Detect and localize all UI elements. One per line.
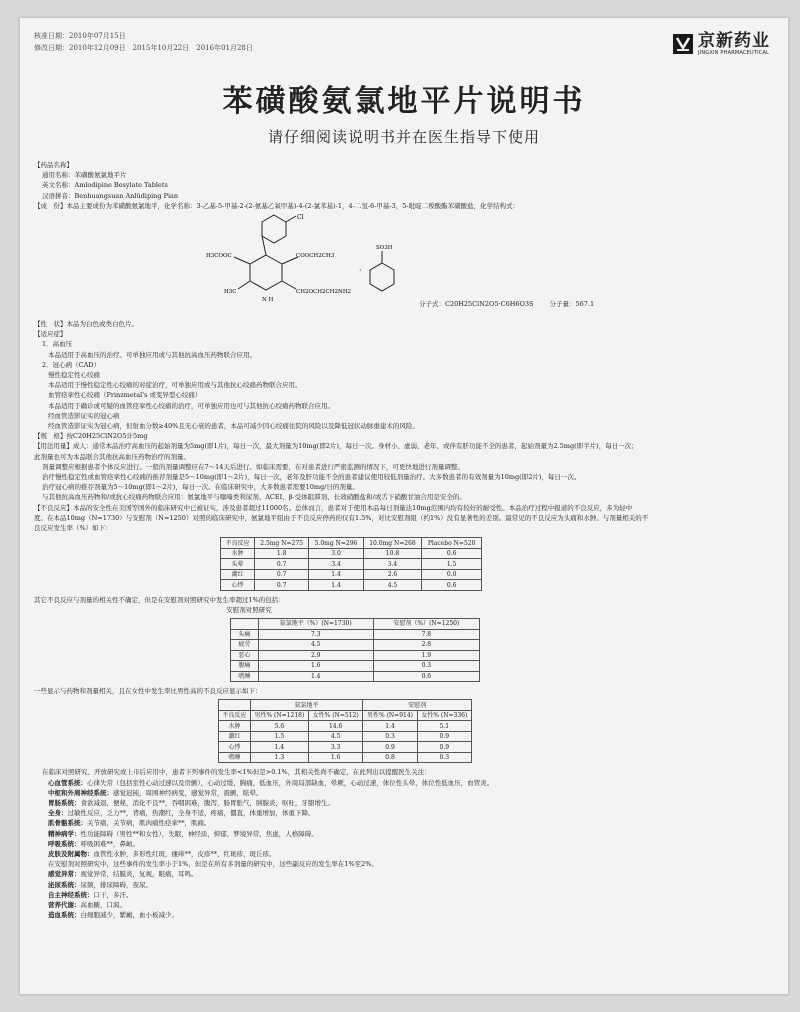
table-cell: 3.4 bbox=[363, 559, 422, 570]
table-cell: 心悸 bbox=[219, 742, 251, 753]
brand bbox=[673, 32, 770, 56]
composition-text: 【成 份】本品主要成份为苯磺酸氨氯地平，化学名称：3-乙基-5-甲基-2-(2-氨基乙氧甲基)-4-(2-氯苯基)-1，4-二氢-6-甲基-3，5-吡啶二羧酸酯苯磺酸盐，化学结构式： bbox=[34, 201, 520, 210]
side-chain-label: CH2OCH2CH2NH2 bbox=[296, 289, 352, 296]
table-cell: 2.9 bbox=[258, 650, 373, 661]
system-label: 精神病学： bbox=[48, 829, 81, 838]
system-text: 在安慰剂对照研究中，这些事件的发生率小于1%，但是在所有多剂量的研究中，这些副反应的发生率在1%至2%。 bbox=[48, 860, 378, 869]
system-label: 胃肠系统： bbox=[48, 799, 81, 807]
table-cell: 恶心 bbox=[231, 650, 259, 661]
chemical-structure-diagram bbox=[204, 211, 584, 311]
table-cell: 2.6 bbox=[363, 569, 422, 580]
table-cell: 水肿 bbox=[219, 721, 251, 732]
adverse-text: 良反应发生率（%）如下： bbox=[34, 524, 112, 533]
indication-text: 本品适用于高血压的治疗。可单独应用或与其他抗高血压药物联合应用。 bbox=[48, 350, 256, 359]
brand-name-en: JINGXIN PHARMACEUTICAL bbox=[698, 50, 770, 56]
system-text: 关节痛，关节病，肌肉痛性痉挛**，肌痛。 bbox=[87, 819, 211, 828]
instruction-sheet bbox=[20, 18, 788, 994]
system-item bbox=[34, 849, 774, 859]
table-header-cell: Placebo N=520 bbox=[422, 538, 482, 549]
table-cell: 潮红 bbox=[219, 731, 251, 742]
table-row bbox=[231, 629, 480, 640]
dosage-text: 【用法用量】成人：通常本品治疗高血压的起始剂量为5mg(即1片)，每日一次，最大剂量为10mg(即2片)，每日一次。身材小、虚弱、老年、或伴有肝功能不全的患者，起始剂量为2.5mg(即半片)，每日一次； bbox=[34, 442, 638, 451]
table-cell: 0.7 bbox=[254, 559, 308, 570]
system-item bbox=[34, 900, 774, 910]
table-cell: 1.5 bbox=[422, 559, 482, 570]
drug-name-heading: 【药品名称】 bbox=[34, 161, 73, 169]
table-header-cell: 安慰剂（%）(N=1250) bbox=[373, 619, 479, 630]
table-header-cell: 女性% (N=336) bbox=[417, 710, 471, 721]
table-cell: 3.0 bbox=[309, 548, 363, 559]
system-label: 泌尿系统： bbox=[48, 880, 81, 889]
spec-text: 【规 格】按C20H25ClN2O5计5mg bbox=[34, 432, 148, 441]
table-cell: 3.4 bbox=[309, 559, 363, 570]
table-row bbox=[221, 569, 482, 580]
table-cell: 嗜睡 bbox=[231, 671, 259, 682]
approval-date: 核准日期：2010年07月15日 bbox=[34, 32, 126, 40]
english-name: 英文名称：Amlodipine Besylate Tablets bbox=[42, 181, 168, 190]
system-text: 尿频，排尿障碍，夜尿。 bbox=[80, 880, 152, 889]
table-cell: 0.7 bbox=[254, 569, 308, 580]
other-events-intro: 在临床对照研究、开放研究或上市后应用中，患者下列事件的发生率<1%但是>0.1%，其相关性尚不确定，在此列出以提醒医生关注： bbox=[42, 768, 431, 777]
character-text: 【性 状】本品为白色或类白色片。 bbox=[34, 320, 138, 329]
indication-cad: 2．冠心病（CAD） bbox=[42, 360, 101, 369]
table-cell: 1.5 bbox=[250, 731, 308, 742]
molecular-formula: 分子式：C20H25ClN2O5·C6H6O3S bbox=[419, 300, 534, 309]
dosage-text: 与其他抗高血压药物和/或抗心绞痛药物联合应用：氨氯地平与噻嗪类利尿剂、ACEI、β-受体阻滞剂、长效硝酸盐和/或舌下硝酸甘油合用是安全的。 bbox=[42, 493, 466, 502]
placebo-controlled-table bbox=[230, 618, 480, 682]
table-header-cell: 10.0mg N=268 bbox=[363, 538, 422, 549]
system-label: 感觉异常： bbox=[48, 870, 81, 879]
pinyin-name: 汉语拼音：Benhuangsuan Anlüdiping Pian bbox=[42, 191, 179, 200]
system-item bbox=[34, 890, 774, 900]
system-text: 过敏性反应，乏力**，背痛，热潮红，全身不适，疼痛，僵直，体重增加，体重下降。 bbox=[67, 809, 315, 818]
system-list bbox=[34, 778, 774, 921]
table2-intro: 其它不良反应与剂量的相关性不确定，但是在安慰剂对照研究中发生率超过1%的包括： bbox=[34, 595, 285, 604]
table-cell: 0.3 bbox=[363, 731, 417, 742]
indication-subheading: 经血管造影证实的冠心病 bbox=[48, 411, 120, 420]
table-cell: 1.6 bbox=[258, 661, 373, 672]
brand-name-cn: 京新药业 bbox=[698, 31, 770, 51]
table-header-cell: 氨氯地平（%）(N=1730) bbox=[258, 619, 373, 630]
dose-adverse-table bbox=[220, 537, 482, 591]
table-cell: 3.3 bbox=[309, 742, 363, 753]
table-cell: 1.4 bbox=[258, 671, 373, 682]
table-cell: 0.9 bbox=[363, 742, 417, 753]
document-body bbox=[34, 160, 774, 920]
table-header-cell: 5.0mg N=296 bbox=[309, 538, 363, 549]
system-label: 皮肤及附属物： bbox=[48, 850, 94, 859]
table-cell: 1.8 bbox=[254, 548, 308, 559]
system-item bbox=[34, 818, 774, 828]
system-item bbox=[34, 869, 774, 879]
table-cell: 1.4 bbox=[309, 569, 363, 580]
system-text: 性功能障碍（男性**和女性），失眠，神经质，抑郁，梦境异常，焦虑，人格障碍。 bbox=[80, 829, 318, 838]
table-header-row bbox=[221, 538, 482, 549]
table-cell: 0.6 bbox=[422, 548, 482, 559]
group-placebo: 安慰剂 bbox=[363, 700, 472, 711]
table-cell: 头痛 bbox=[231, 629, 259, 640]
system-item bbox=[34, 808, 774, 818]
system-text: 血管性水肿，多形性红斑，瘙痒**，皮疹**，红斑疹，斑丘疹。 bbox=[93, 850, 276, 859]
table-row bbox=[219, 721, 472, 732]
system-text: 口干，多汗。 bbox=[93, 890, 133, 899]
table-header-cell: 2.5mg N=275 bbox=[254, 538, 308, 549]
system-label: 营养代谢： bbox=[48, 901, 81, 910]
system-text: 视觉异常，结膜炎，复视，眼痛，耳鸣。 bbox=[80, 870, 198, 879]
dosage-text: 治疗冠心病的推荐剂量为5～10mg(即1～2片)，每日一次。在临床研究中，大多数患者需要10mg/日的剂量。 bbox=[42, 483, 359, 492]
table-cell: 潮红 bbox=[221, 569, 255, 580]
table-cell: 0.6 bbox=[373, 671, 479, 682]
system-text: 呼吸困难**，鼻衄。 bbox=[80, 839, 139, 848]
formula-line bbox=[419, 299, 608, 309]
system-label: 自主神经系统： bbox=[48, 890, 94, 899]
group-amlodipine: 氨氯地平 bbox=[250, 700, 363, 711]
system-label: 中枢和外周神经系统： bbox=[48, 788, 113, 797]
structure-area bbox=[34, 211, 774, 319]
system-text: 白细胞减少，紫癜，血小板减少。 bbox=[80, 911, 178, 920]
table-row bbox=[231, 640, 480, 651]
table-row bbox=[219, 731, 472, 742]
system-label: 心血管系统： bbox=[48, 778, 87, 787]
indication-subheading: 慢性稳定性心绞痛 bbox=[48, 371, 100, 380]
indication-text: 本品适用于慢性稳定性心绞痛的对症治疗，可单独应用或与其他抗心绞痛药物联合应用。 bbox=[48, 381, 302, 390]
table-cell: 1.3 bbox=[250, 752, 308, 763]
table-header-row bbox=[231, 619, 480, 630]
table-cell: 5.6 bbox=[250, 721, 308, 732]
date-block bbox=[34, 30, 253, 54]
table-cell: 1.9 bbox=[373, 650, 479, 661]
molecular-weight: 分子量：567.1 bbox=[549, 300, 595, 309]
table-header-cell: 男性% (N=1218) bbox=[250, 710, 308, 721]
table-cell: 2.8 bbox=[373, 640, 479, 651]
table-row bbox=[221, 548, 482, 559]
chlorine-label: Cl bbox=[297, 214, 304, 222]
table-cell: 0.3 bbox=[417, 752, 471, 763]
table-header-cell: 不良反应 bbox=[221, 538, 255, 549]
table-row bbox=[221, 559, 482, 570]
system-text: 高血糖，口渴。 bbox=[80, 901, 126, 910]
system-text: 感觉迟钝，周围神经病变，感觉异常，震颤，眩晕。 bbox=[113, 788, 263, 797]
table-cell: 0.7 bbox=[254, 580, 308, 591]
table-row bbox=[221, 580, 482, 591]
indication-subheading: 血管痉挛性心绞痛（Prinzmetal's 或变异型心绞痛） bbox=[48, 391, 202, 400]
brand-logo-icon bbox=[673, 34, 693, 54]
document-subtitle: 请仔细阅读说明书并在医生指导下使用 bbox=[267, 128, 540, 146]
table-cell: 4.5 bbox=[309, 731, 363, 742]
table-cell: 0.9 bbox=[417, 731, 471, 742]
table-row bbox=[231, 671, 480, 682]
table-cell: 心悸 bbox=[221, 580, 255, 591]
salt-dot: · bbox=[359, 266, 362, 276]
table-cell: 嗜睡 bbox=[219, 752, 251, 763]
system-text: 食欲减退，便秘，消化不良**，吞咽困难，腹泻，肠胃胀气，胰腺炎，呕吐，牙龈增生。 bbox=[80, 799, 334, 807]
left-ester-label: H3COOC bbox=[206, 253, 232, 260]
table-cell: 4.5 bbox=[258, 640, 373, 651]
system-item bbox=[34, 859, 774, 869]
system-item bbox=[34, 839, 774, 849]
system-label: 呼吸系统： bbox=[48, 839, 81, 848]
system-label: 造血系统： bbox=[48, 911, 81, 920]
table-cell: 1.6 bbox=[309, 752, 363, 763]
system-item bbox=[34, 880, 774, 890]
gender-adverse-table bbox=[218, 699, 472, 763]
table-cell: 4.5 bbox=[363, 580, 422, 591]
table-cell: 1.4 bbox=[363, 721, 417, 732]
table-header-cell bbox=[231, 619, 259, 630]
table-cell: 10.8 bbox=[363, 548, 422, 559]
document-title: 苯磺酸氨氯地平片说明书 bbox=[222, 84, 586, 119]
indication-hypertension: 1．高血压 bbox=[42, 340, 73, 349]
nh-label: N H bbox=[262, 297, 274, 304]
table-cell: 7.8 bbox=[373, 629, 479, 640]
system-label: 肌骨骼系统： bbox=[48, 819, 87, 828]
table-cell: 0.8 bbox=[363, 752, 417, 763]
table-cell bbox=[219, 700, 251, 711]
system-item bbox=[34, 788, 774, 798]
table-cell: 0.0 bbox=[422, 569, 482, 580]
table-cell: 疲劳 bbox=[231, 640, 259, 651]
table-cell: 0.6 bbox=[422, 580, 482, 591]
table3-intro: 一些显示与药物和剂量相关，且在女性中发生率比男性高的不良反应显示如下： bbox=[34, 687, 262, 696]
table-cell: 14.6 bbox=[309, 721, 363, 732]
system-label: 全身： bbox=[48, 809, 68, 818]
indications-heading: 【适应症】 bbox=[34, 330, 67, 339]
table-cell: 头晕 bbox=[221, 559, 255, 570]
table-header-cell: 不良反应 bbox=[219, 710, 251, 721]
table-cell: 腹痛 bbox=[231, 661, 259, 672]
dosage-text: 治疗慢性稳定性或血管痉挛性心绞痛的推荐剂量是5～10mg(即1～2片)，每日一次，老年及肝功能不全的患者建议使用较低剂量治疗。大多数患者的有效剂量为10mg(即2片)，每日一次。 bbox=[42, 473, 581, 482]
table-cell: 5.1 bbox=[417, 721, 471, 732]
table-group-row bbox=[219, 700, 472, 711]
dosage-text: 此剂量也可为本品联合其他抗高血压药物治疗的剂量。 bbox=[34, 452, 190, 461]
table-cell: 0.9 bbox=[417, 742, 471, 753]
adverse-text: 度。在本品10mg（N=1730）与安慰剂（N=1250）对照的临床研究中，氨氯地平组由于不良反应停药的仅有1.5%，对比安慰剂组（约1%）没有显著性的差别。最常见的不良反应为头痛和水肿。与剂量相关的不 bbox=[34, 513, 649, 522]
table-header-row bbox=[219, 710, 472, 721]
table-cell: 0.3 bbox=[373, 661, 479, 672]
system-text: 心律失常（包括室性心动过速以及房颤），心动过缓，胸痛，低血压，外周局部缺血，晕厥，心动过速，体位性头晕，体位性低血压，血管炎。 bbox=[87, 778, 494, 787]
table-row bbox=[231, 661, 480, 672]
indication-text: 经血管造影证实为冠心病，但射血分数≥40%且无心衰的患者，本品可减少因心绞痛住院的风险以及降低冠状动脉重建术的风险。 bbox=[48, 422, 419, 431]
system-item bbox=[34, 798, 774, 808]
table-row bbox=[231, 650, 480, 661]
methyl-label: H3C bbox=[224, 289, 237, 296]
adverse-text: 【不良反应】本品的安全性在美国等国外的临床研究中已被证实，涉及患者超过11000名。总体而言，患者对于使用本品每日剂量达10mg范围内均有较好的耐受性。本品治疗过程中报道的不良反应，多为轻中 bbox=[34, 503, 633, 512]
table-row bbox=[219, 752, 472, 763]
table-cell: 水肿 bbox=[221, 548, 255, 559]
table2-caption: 安慰剂对照研究 bbox=[226, 605, 272, 614]
system-item bbox=[34, 910, 774, 920]
table-cell: 1.4 bbox=[309, 580, 363, 591]
generic-name: 通用名称：苯磺酸氨氯地平片 bbox=[42, 171, 127, 180]
table-row bbox=[219, 742, 472, 753]
system-item bbox=[34, 829, 774, 839]
table-cell: 7.3 bbox=[258, 629, 373, 640]
indication-text: 本品适用于确诊或可疑的血管痉挛性心绞痛的治疗，可单独应用也可与其他抗心绞痛药物联合应用。 bbox=[48, 401, 334, 410]
table-header-cell: 男性% (N=914) bbox=[363, 710, 417, 721]
system-item bbox=[34, 778, 774, 788]
table-cell: 1.4 bbox=[250, 742, 308, 753]
right-ester-label: COOCH2CH3 bbox=[296, 253, 335, 260]
sulfonic-label: SO3H bbox=[376, 245, 393, 252]
table-header-cell: 女性% (N=512) bbox=[309, 710, 363, 721]
revision-dates: 修改日期：2010年12月09日 2015年10月22日 2016年01月28日 bbox=[34, 44, 253, 52]
dosage-text: 剂量调整应根据患者个体反应进行。一般的剂量调整应在7～14天后进行。如临床需要，在对患者进行严密监测的情况下，可更快地进行剂量调整。 bbox=[42, 462, 464, 471]
